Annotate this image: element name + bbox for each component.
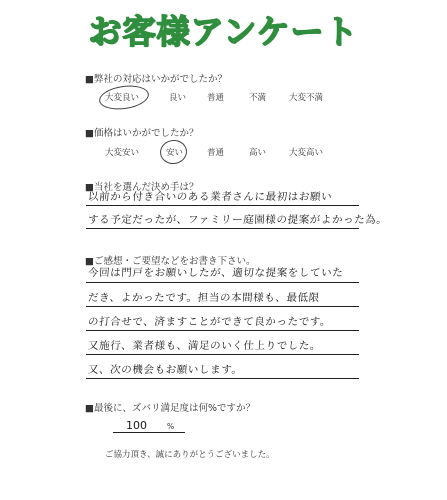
handwritten-answer-line: 今回は門戸をお願いしたが、適切な提案をしていた	[87, 267, 344, 279]
question-price: ■価格はいかがでしたか？	[85, 128, 199, 139]
service-option-normal: 普通	[207, 93, 225, 103]
answer-underline	[86, 205, 359, 206]
satisfaction-value: 100	[126, 419, 147, 432]
satisfaction-underline	[113, 432, 185, 433]
answer-underline	[86, 282, 359, 283]
answer-underline	[86, 330, 359, 331]
service-option-very-dissatisfied: 大変不満	[289, 93, 324, 103]
service-option-very-good: 大変良い	[105, 93, 140, 103]
price-options	[0, 146, 447, 160]
answer-underline	[86, 354, 359, 355]
service-options	[0, 91, 447, 105]
selected-mark-circle	[98, 83, 151, 113]
thank-you-footer: ご協力頂き、誠にありがとうございました。	[105, 450, 275, 460]
price-option-expensive: 高い	[249, 148, 267, 158]
satisfaction-unit: %	[167, 422, 175, 431]
question-comments: ■ご感想・ご要望などをお書き下さい。	[85, 256, 256, 267]
question-deciding-factor: ■当社を選んだ決め手は？	[85, 182, 199, 193]
handwritten-answer-line: 又、次の機会もお願いします。	[87, 364, 243, 376]
handwritten-answer-line: の打合せで、済ますことができて良かったです。	[87, 316, 332, 328]
price-option-normal: 普通	[207, 148, 225, 158]
answer-underline	[86, 306, 359, 307]
survey-title: お客様アンケート	[88, 12, 359, 51]
question-service: ■弊社の対応はいかがでしたか？	[85, 74, 227, 85]
handwritten-answer-line: 又施行、業者様も、満足のいく仕上りでした。	[87, 340, 322, 352]
handwritten-answer-line: 以前から付き合いのある業者さんに最初はお願い	[87, 191, 333, 203]
price-option-very-expensive: 大変高い	[289, 148, 324, 158]
price-option-very-cheap: 大変安い	[105, 148, 140, 158]
service-option-dissatisfied: 不満	[249, 93, 267, 103]
price-option-cheap: 安い	[166, 148, 184, 158]
handwritten-answer-line: だき、よかったです。担当の本間様も、最低限	[87, 292, 321, 304]
selected-mark-circle	[158, 138, 188, 166]
question-satisfaction: ■最後に、ズバリ満足度は何%ですか？	[85, 403, 256, 414]
handwritten-answer-line: する予定だったが、ファミリー庭園様の提案がよかった為。	[87, 214, 388, 226]
answer-underline	[86, 378, 359, 379]
answer-underline	[86, 228, 359, 229]
service-option-good: 良い	[169, 93, 187, 103]
